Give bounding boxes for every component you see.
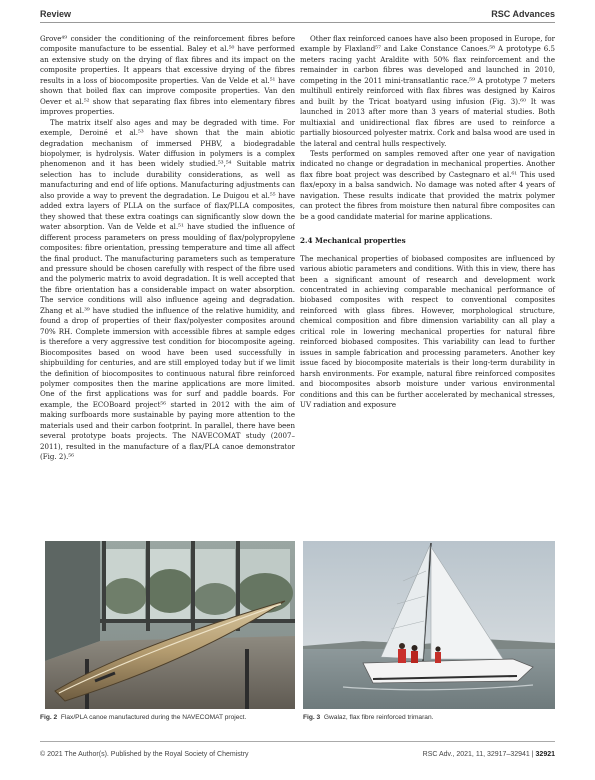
paragraph: Grove⁴⁹ consider the conditioning of the reinforcement fibres before composite manufacture to be essential. Baley et al.⁵⁰ have performed an extensive study on the drying of flax fibres and its impact on the composite properties. It appears that excessive drying of the fibres results in a loss of biocomposite properties. Van de Velde et al.⁵¹ have shown that boiled flax can improve composite properties. Van den Oever et al.⁵² show that separating flax fibres into elementary fibres improves properties.	[40, 34, 295, 117]
running-header-right: RSC Advances	[491, 9, 555, 19]
footer-divider	[40, 741, 555, 742]
copyright-notice: © 2021 The Author(s). Published by the Royal Society of Chemistry	[40, 751, 249, 758]
figure-2-caption	[40, 714, 246, 721]
header-divider	[40, 22, 555, 23]
caption-text: Gwalaz, flax fibre reinforced trimaran.	[323, 714, 434, 721]
running-header-left: Review	[40, 9, 72, 19]
page-number: 32921	[535, 751, 555, 758]
left-column	[40, 34, 295, 559]
figure-3-caption	[303, 714, 433, 721]
paragraph: The mechanical properties of biobased composites are influenced by various abiotic parameters and conditions. With this in view, there has been a significant amount of research and development work concentrated in achieving comparable mechanical performance of biobased composites with respect to conventional composites reinforced with glass fibres. However, morphological structure, chemical composition and fibre dimension variability can all play a critical role in lowering mechanical properties for natural fibre reinforced biobased composites. This variability can lead to further issues in sample fabrication and processing parameters. Another key issue faced by biocomposite materials is their long-term durability in harsh environments. For example, natural fibre reinforced composites and biocomposites absorb moisture under various environmental conditions and this can be further accelerated by mechanical stresses, UV radiation and exposure	[300, 253, 555, 409]
paragraph: The matrix itself also ages and may be degraded with time. For exemple, Deroiné et al.⁵³ have shown that the main abiotic degradation mechanism of immersed PHBV, a biodegradable biopolymer, is hydrolysis. Water diffusion in polymers is a complex phenomenon and it has been widely studied.⁵³,⁵⁴ Suitable matrix selection has to include durability considerations, as well as manufacturing and end of life options. Manufacturing adjustments can also provide a way to prevent the degradation. Le Duigou et al.⁵⁵ have added extra layers of PLLA on the surface of flax/PLLA composites, they showed that these extra coatings can significantly slow down the water absorption. Van de Velde et al.⁵¹ have studied the influence of different process parameters on press moulding of flax/polypropylene composites: fibre orientation, pressing temperature and time all affect the final product. The manufacturing parameters such as temperature and pressure should be chosen carefully with respect of the fibre used and the polymeric matrix to avoid degradation. It is well accepted that the fibre orientation has a considerable impact on water absorption. The service conditions will also influence ageing and degradation. Zhang et al.³⁹ have studied the influence of the relative humidity, and found a drop of properties of their flax/polyester composites around 70% RH. Complete immersion with accessible fibres at sample edges is therefore a very aggressive test condition for biocomposite ageing. Biocomposites based on wood have been used successfully in shipbuilding for centuries, and are still employed today but if we limit the definition of biocomposites to continuous natural fibre reinforced polymer composites then the marine applications are more limited. One of the first applications was for surf and paddle boards. For example, the ECOBoard project⁵⁶ started in 2012 with the aim of making surfboards more sustainable by paying more attention to the materials used and their carbon footprint. In parallel, there have been several prototype boats projects. The NAVECOMAT study (2007–2011), resulted in the manufacture of a flax/PLA canoe demonstrator (Fig. 2).⁵⁶	[40, 117, 295, 462]
journal-citation: RSC Adv., 2021, 11, 32917–32941	[422, 751, 530, 758]
figure-label: Fig. 2	[40, 714, 58, 721]
paragraph: Other flax reinforced canoes have also been proposed in Europe, for example by Flaxland⁵⁷ and Lake Constance Canoes.⁵⁸ A prototype 6.5 meters racing yacht Araldite with 50% flax reinforcement and the remainder in carbon fibres was developed and launched in 2010, competing in the 2011 mini-transatlantic race.⁵⁹ A prototype 7 meters multihull entirely reinforced with flax fibres was designed by Kairos and built by the Tricat boatyard using infusion (Fig. 3).⁶⁰ It was launched in 2013 after more than 3 years of material studies. Both multiaxial and unidirectional flax fibres are used to reinforce a partially biosourced polyester matrix. Cork and balsa wood are used in the lateral and central hulls respectively.	[300, 34, 555, 148]
figure-label: Fig. 3	[303, 714, 321, 721]
figure-canoe-photo	[45, 541, 295, 709]
section-heading: 2.4 Mechanical properties	[300, 236, 406, 246]
paragraph: Tests performed on samples removed after one year of navigation indicated no change or degradation in mechanical properties. Another flax fibre boat project was described by Castegnaro et al.⁶¹ This used flax/epoxy in a balsa sandwich. No damage was noted after 4 years of navigation. These results indicate that provided the matrix polymer can protect the fibres from moisture then natural fibre composites can be a good candidate material for marine applications.	[300, 148, 555, 221]
caption-text: Flax/PLA canoe manufactured during the NAVECOMAT project.	[60, 714, 247, 721]
figure-trimaran-photo	[303, 541, 555, 709]
citation-footer: RSC Adv., 2021, 11, 32917–32941 | 32921	[422, 751, 555, 758]
right-column	[300, 34, 555, 410]
trimaran-photo-image	[303, 541, 555, 709]
canoe-photo-image	[45, 541, 295, 709]
